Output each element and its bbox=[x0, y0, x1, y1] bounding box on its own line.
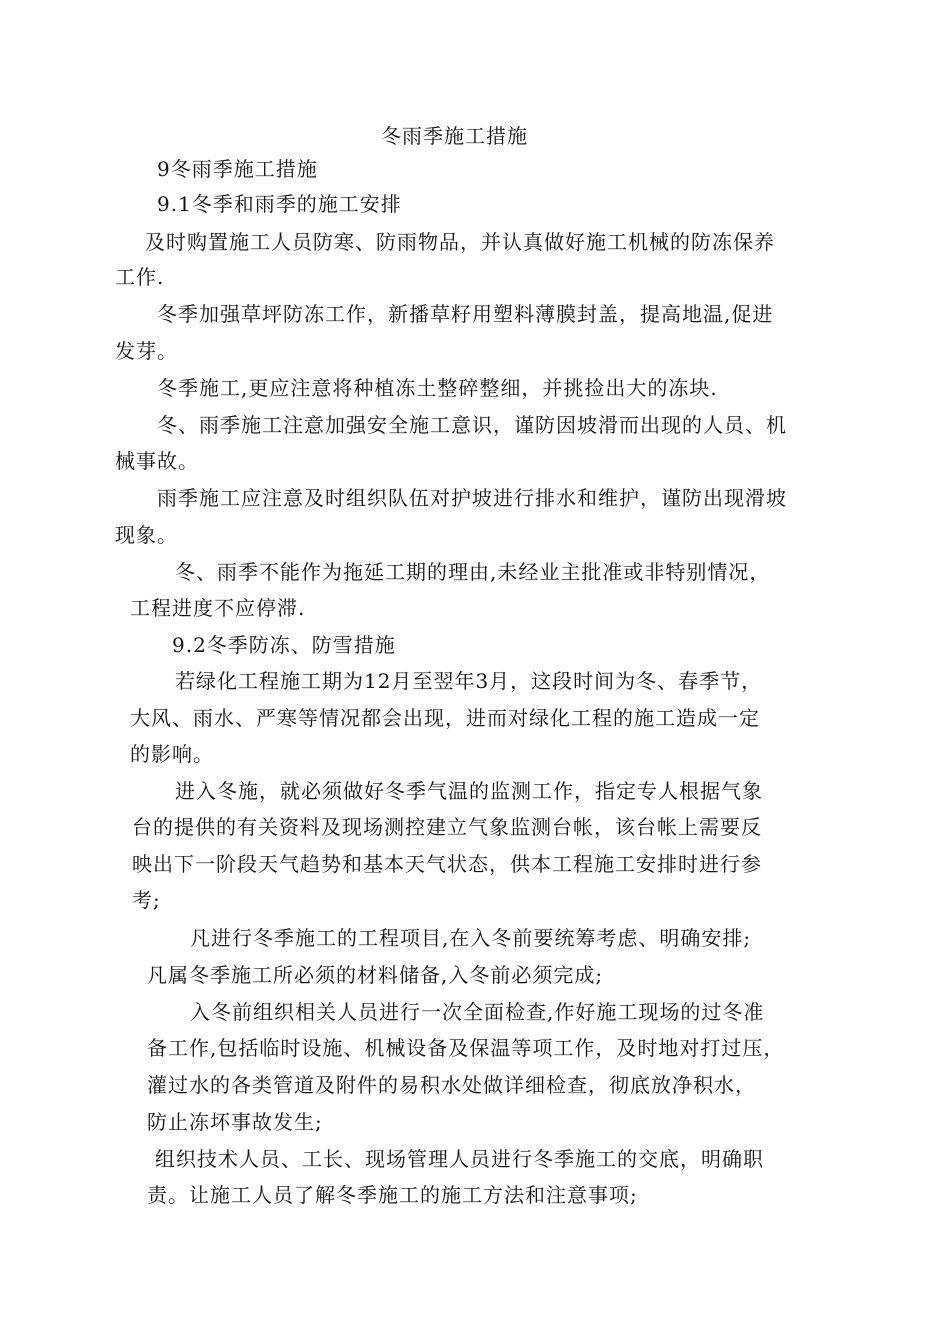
paragraph-line: 组织技术人员、工长、现场管理人员进行冬季施工的交底，明确职 bbox=[155, 1147, 764, 1171]
paragraph-line: 及时购置施工人员防寒、防雨物品，并认真做好施工机械的防冻保养 bbox=[145, 230, 775, 254]
paragraph-line: 工程进度不应停滞. bbox=[130, 596, 306, 620]
paragraph-line: 的影响。 bbox=[130, 742, 214, 766]
paragraph-line: 灌过水的各类管道及附件的易积水处做详细检查，彻底放净积水， bbox=[147, 1073, 756, 1097]
paragraph-line: 大风、雨水、严寒等情况都会出现，进而对绿化工程的施工造成一定 bbox=[130, 706, 760, 730]
subsection-heading: 9.1冬季和雨季的施工安排 bbox=[157, 192, 402, 216]
paragraph-line: 台的提供的有关资料及现场测控建立气象监测台帐，该台帐上需要反 bbox=[132, 815, 762, 839]
paragraph-line: 工作. bbox=[115, 265, 165, 289]
paragraph-line: 凡属冬季施工所必须的材料储备,入冬前必须完成; bbox=[147, 963, 604, 987]
paragraph-line: 进入冬施，就必须做好冬季气温的监测工作，指定专人根据气象 bbox=[175, 779, 763, 803]
paragraph-line: 入冬前组织相关人员进行一次全面检查,作好施工现场的过冬准 bbox=[190, 1000, 765, 1024]
paragraph-line: 映出下一阶段天气趋势和基本天气状态，供本工程施工安排时进行参 bbox=[132, 852, 762, 876]
paragraph-line: 发芽。 bbox=[115, 339, 178, 363]
paragraph-line: 防止冻坏事故发生; bbox=[147, 1110, 323, 1134]
paragraph-line: 冬、雨季施工注意加强安全施工意识，谨防因坡滑而出现的人员、机 bbox=[157, 413, 787, 437]
paragraph-line: 冬季施工,更应注意将种植冻土整碎整细，并挑捡出大的冻块. bbox=[157, 376, 718, 400]
paragraph-line: 凡进行冬季施工的工程项目,在入冬前要统筹考虑、明确安排; bbox=[190, 926, 752, 950]
document-title: 冬雨季施工措施 bbox=[381, 124, 528, 148]
subsection-heading: 9.2冬季防冻、防雪措施 bbox=[172, 633, 396, 657]
paragraph-line: 备工作,包括临时设施、机械设备及保温等项工作，及时地对打过压， bbox=[147, 1036, 785, 1060]
paragraph-line: 责。让施工人员了解冬季施工的施工方法和注意事项; bbox=[147, 1183, 638, 1207]
paragraph-line: 若绿化工程施工期为12月至翌年3月，这段时间为冬、春季节， bbox=[175, 669, 763, 693]
paragraph-line: 冬、雨季不能作为拖延工期的理由,未经业主批准或非特别情况， bbox=[175, 560, 771, 584]
paragraph-line: 冬季加强草坪防冻工作，新播草籽用塑料薄膜封盖，提高地温,促进 bbox=[157, 302, 774, 326]
paragraph-line: 现象。 bbox=[115, 523, 178, 547]
paragraph-line: 考; bbox=[132, 888, 161, 912]
section-heading: 9冬雨季施工措施 bbox=[157, 157, 318, 181]
paragraph-line: 械事故。 bbox=[115, 449, 199, 473]
paragraph-line: 雨季施工应注意及时组织队伍对护坡进行排水和维护，谨防出现滑坡 bbox=[157, 486, 787, 510]
